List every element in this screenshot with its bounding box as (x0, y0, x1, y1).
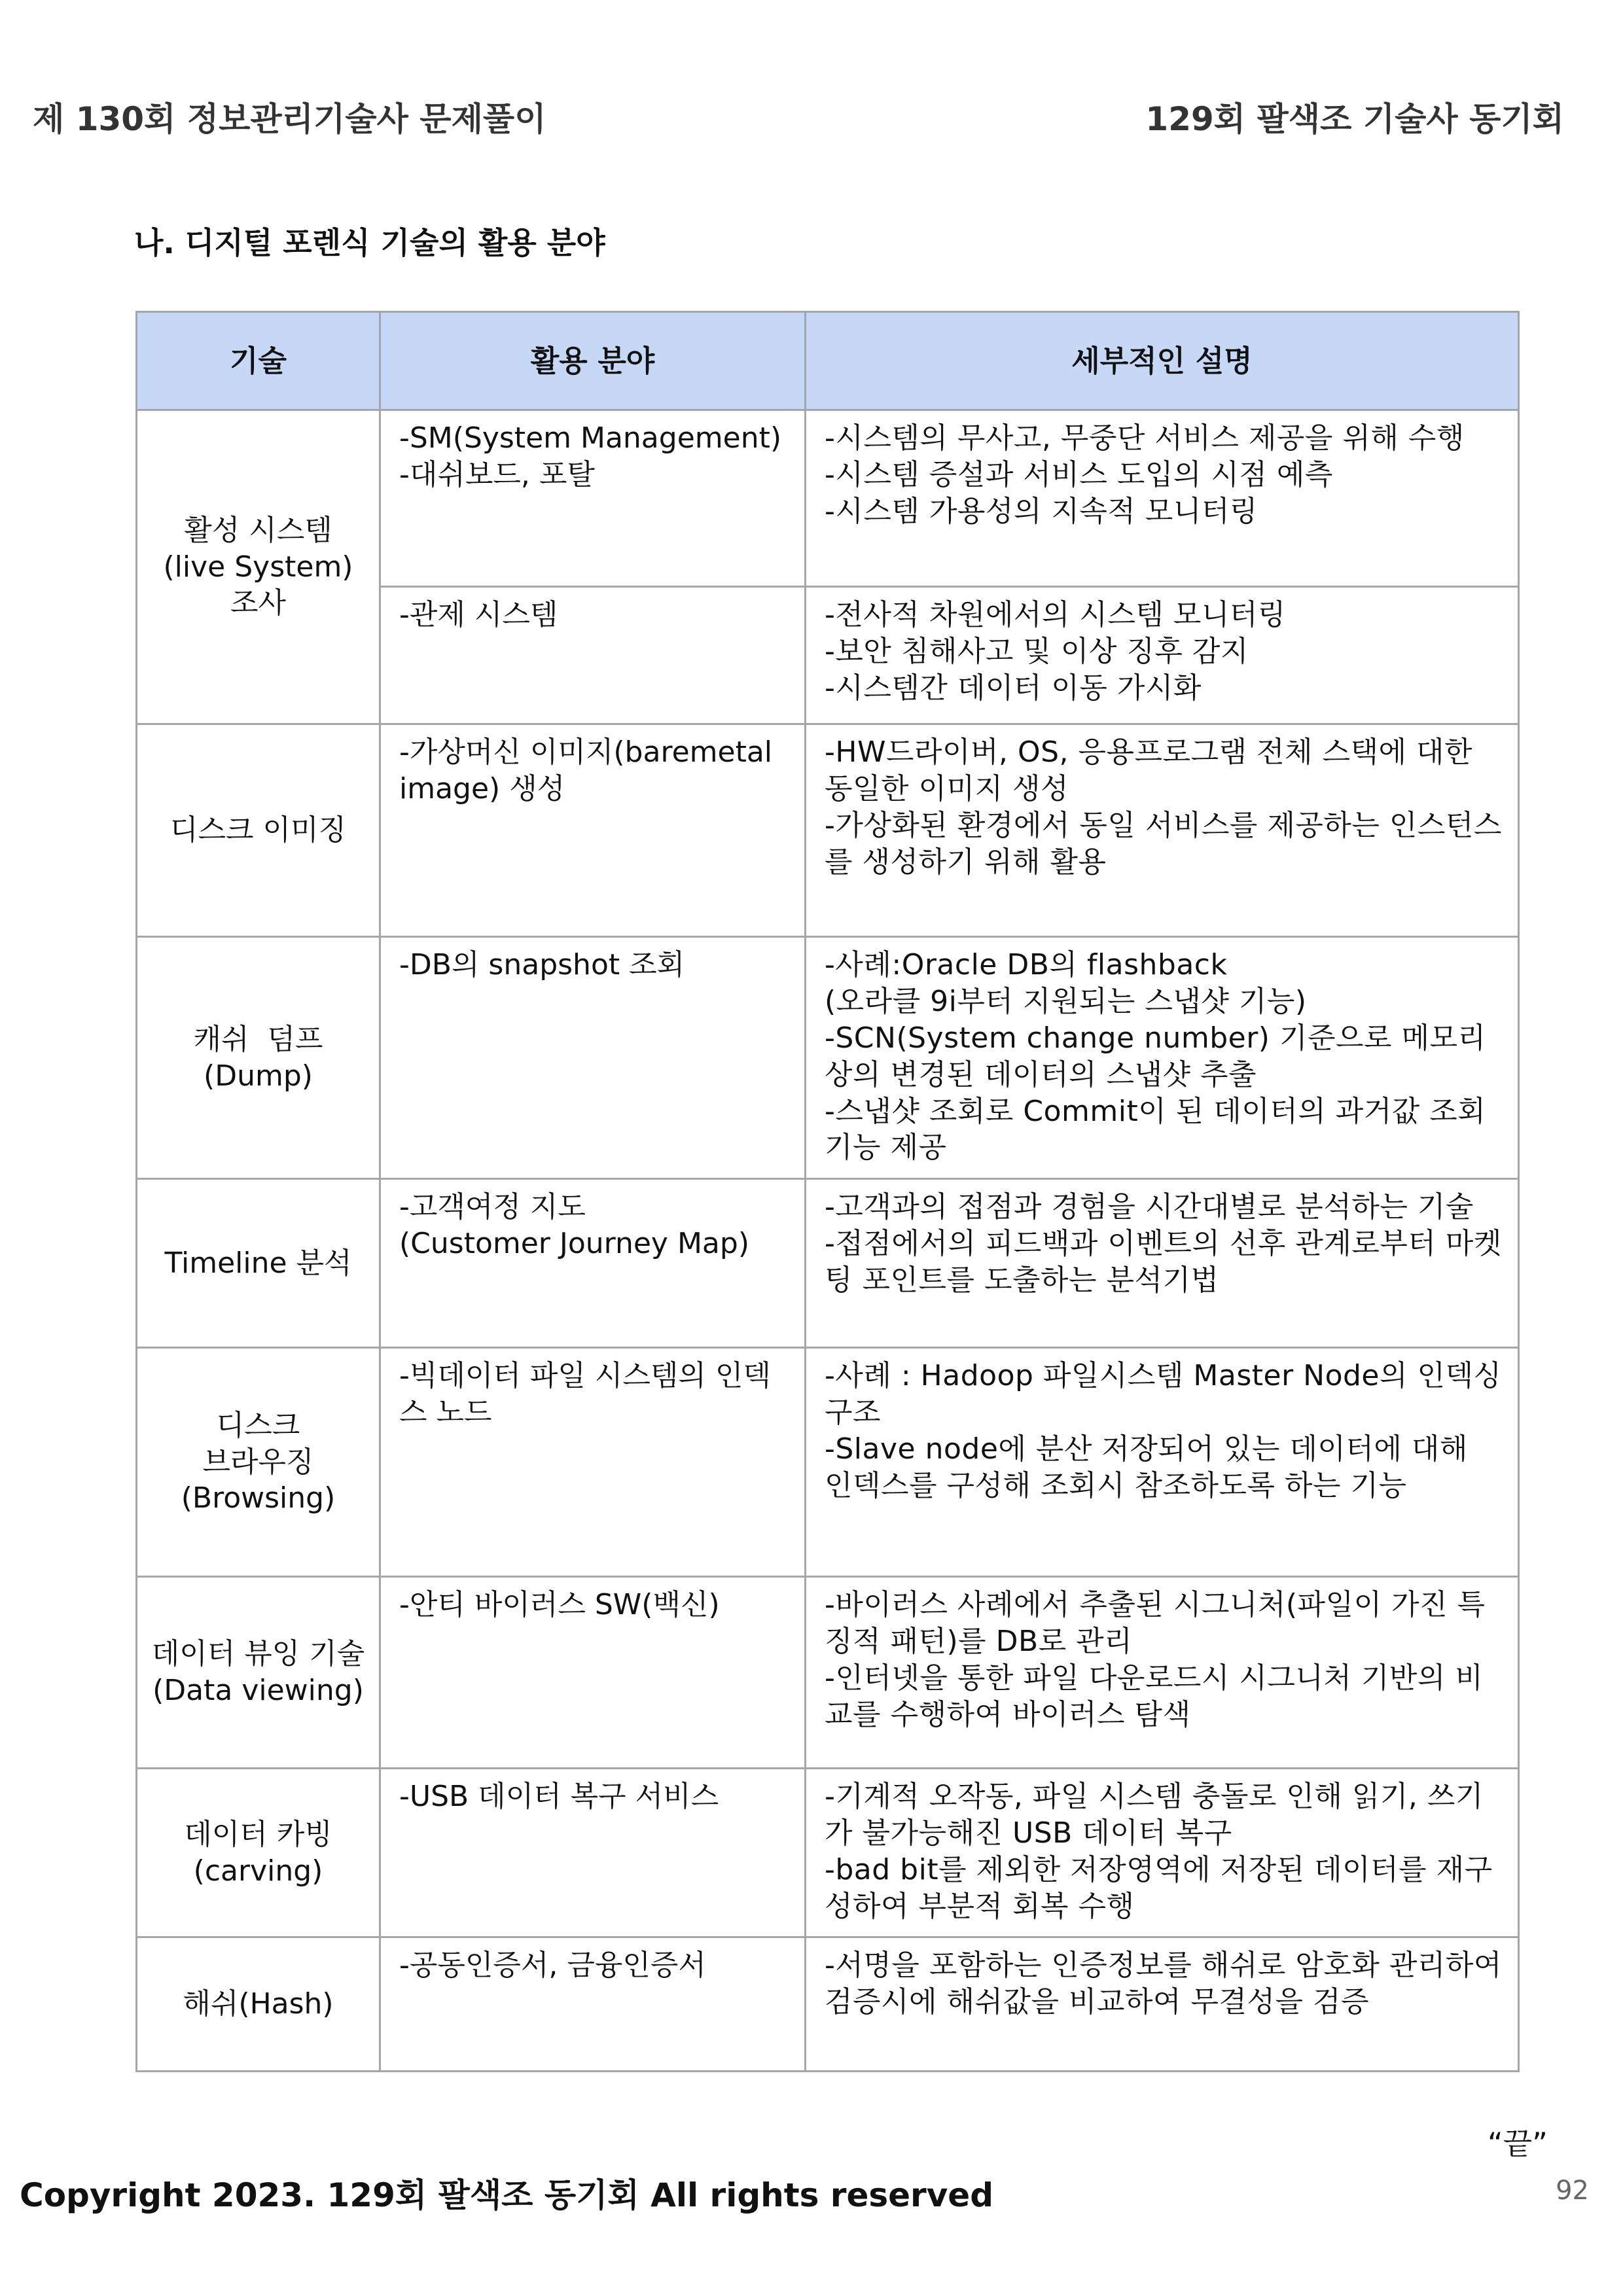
tech-line: 데이터 뷰잉 기술 (151, 1637, 365, 1671)
desc-line: -사례:Oracle DB의 flashback (825, 948, 1228, 981)
desc-cell (806, 1179, 1519, 1348)
field-line: -관제 시스템 (399, 598, 558, 631)
tech-cell (137, 1769, 380, 1937)
desc-line: -가상화된 환경에서 동일 서비스를 제공하는 인스턴스를 생성하기 위해 활용 (825, 808, 1502, 879)
table-row (137, 1769, 1519, 1937)
tech-line: (Data viewing) (152, 1674, 364, 1707)
desc-cell (806, 1937, 1519, 2072)
table-header-row (137, 312, 1519, 410)
desc-line: -bad bit를 제외한 저장영역에 저장된 데이터를 재구성하여 부분적 회복 수행 (825, 1852, 1493, 1923)
tech-cell (137, 410, 380, 724)
table-row (137, 937, 1519, 1179)
desc-line: -기계적 오작동, 파일 시스템 충돌로 인해 읽기, 쓰기가 불가능해진 USB 데이터 복구 (825, 1780, 1484, 1850)
table-row (137, 1937, 1519, 2072)
desc-line: -보안 침해사고 및 이상 징후 감지 (825, 634, 1249, 668)
field-cell (380, 1577, 806, 1769)
field-cell (380, 1769, 806, 1937)
desc-line: -시스템 가용성의 지속적 모니터링 (825, 494, 1258, 528)
desc-cell (806, 410, 1519, 587)
desc-line: -서명을 포함하는 인증정보를 해쉬로 암호화 관리하여 검증시에 해쉬값을 비교하여 무결성을 검증 (825, 1949, 1502, 2019)
tech-cell (137, 724, 380, 937)
desc-line: (오라클 9i부터 지원되는 스냅샷 기능) (825, 984, 1307, 1018)
tech-line: Timeline 분석 (164, 1246, 352, 1280)
tech-line: 데이터 카빙 (184, 1817, 332, 1851)
desc-cell (806, 1348, 1519, 1577)
desc-line: -HW드라이버, OS, 응용프로그램 전체 스택에 대한 동일한 이미지 생성 (825, 735, 1473, 805)
field-cell (380, 1348, 806, 1577)
field-line: -USB 데이터 복구 서비스 (399, 1780, 719, 1813)
tech-cell (137, 1179, 380, 1348)
tech-line: (carving) (193, 1854, 323, 1888)
field-line: -가상머신 이미지(baremetal image) 생성 (399, 735, 773, 805)
table-row (137, 724, 1519, 937)
desc-line: -사례 : Hadoop 파일시스템 Master Node의 인덱싱 구조 (825, 1359, 1502, 1429)
desc-line: -시스템의 무사고, 무중단 서비스 제공을 위해 수행 (825, 421, 1465, 455)
field-line: -빅데이터 파일 시스템의 인덱스 노드 (399, 1359, 771, 1429)
field-cell (380, 587, 806, 724)
desc-cell (806, 1577, 1519, 1769)
field-cell (380, 724, 806, 937)
tech-line: 디스크 이미징 (169, 813, 346, 847)
tech-line: 디스크 (216, 1408, 300, 1442)
desc-cell (806, 724, 1519, 937)
field-line: -안티 바이러스 SW(백신) (399, 1588, 720, 1621)
tech-line: (live System) (163, 550, 353, 584)
page-number: 92 (1556, 2176, 1589, 2206)
field-cell (380, 937, 806, 1179)
forensics-table (135, 311, 1520, 2072)
table-row (137, 1348, 1519, 1577)
desc-cell (806, 587, 1519, 724)
field-line: -DB의 snapshot 조회 (399, 948, 685, 981)
header-left-title: 제 130회 정보관리기술사 문제풀이 (33, 100, 546, 138)
tech-cell (137, 1937, 380, 2072)
desc-line: -전사적 차원에서의 시스템 모니터링 (825, 598, 1286, 631)
tech-line: 해쉬(Hash) (183, 1987, 334, 2021)
copyright-footer: Copyright 2023. 129회 팔색조 동기회 All rights reserved (20, 2176, 994, 2214)
desc-line: -SCN(System change number) 기준으로 메모리상의 변경된 데이터의 스냅샷 추출 (825, 1021, 1486, 1091)
table-row (137, 410, 1519, 587)
desc-line: -인터넷을 통한 파일 다운로드시 시그니처 기반의 비교를 수행하여 바이러스 탐색 (825, 1661, 1484, 1731)
field-cell (380, 410, 806, 587)
desc-line: -바이러스 사례에서 추출된 시그니처(파일이 가진 특징적 패턴)를 DB로 관리 (825, 1588, 1486, 1658)
tech-line: (Browsing) (181, 1481, 336, 1515)
desc-cell (806, 937, 1519, 1179)
tech-cell (137, 1577, 380, 1769)
tech-cell (137, 1348, 380, 1577)
field-line: (Customer Journey Map) (399, 1226, 749, 1260)
desc-line: -스냅샷 조회로 Commit이 된 데이터의 과거값 조회 기능 제공 (825, 1094, 1486, 1165)
tech-cell (137, 937, 380, 1179)
field-line: -대쉬보드, 포탈 (399, 457, 595, 491)
header-desc: 세부적인 설명 (806, 312, 1519, 410)
field-cell (380, 1937, 806, 2072)
tech-line: 활성 시스템 (184, 513, 332, 547)
desc-cell (806, 1769, 1519, 1937)
desc-line: -고객과의 접점과 경험을 시간대별로 분석하는 기술 (825, 1190, 1474, 1224)
desc-line: -시스템 증설과 서비스 도입의 시점 예측 (825, 457, 1333, 491)
tech-line: 캐쉬 덤프 (193, 1022, 323, 1056)
section-title: 나. 디지털 포렌식 기술의 활용 분야 (134, 225, 605, 260)
field-line: -고객여정 지도 (399, 1190, 586, 1224)
table-row (137, 1577, 1519, 1769)
field-cell (380, 1179, 806, 1348)
tech-line: (Dump) (204, 1059, 313, 1093)
desc-line: -Slave node에 분산 저장되어 있는 데이터에 대해 인덱스를 구성해 조회시 참조하도록 하는 기능 (825, 1432, 1468, 1502)
field-line: -SM(System Management) (399, 421, 782, 455)
tech-line: 조사 (230, 586, 286, 620)
table-row (137, 1179, 1519, 1348)
header-tech: 기술 (137, 312, 380, 410)
desc-line: -시스템간 데이터 이동 가시화 (825, 671, 1202, 705)
desc-line: -접점에서의 피드백과 이벤트의 선후 관계로부터 마켓팅 포인트를 도출하는 분석기법 (825, 1226, 1502, 1297)
header-right-title: 129회 팔색조 기술사 동기회 (1145, 100, 1564, 138)
field-line: -공동인증서, 금융인증서 (399, 1949, 706, 1982)
tech-line: 브라우징 (202, 1445, 314, 1479)
end-mark: “끝” (1487, 2126, 1548, 2161)
header-field: 활용 분야 (380, 312, 806, 410)
